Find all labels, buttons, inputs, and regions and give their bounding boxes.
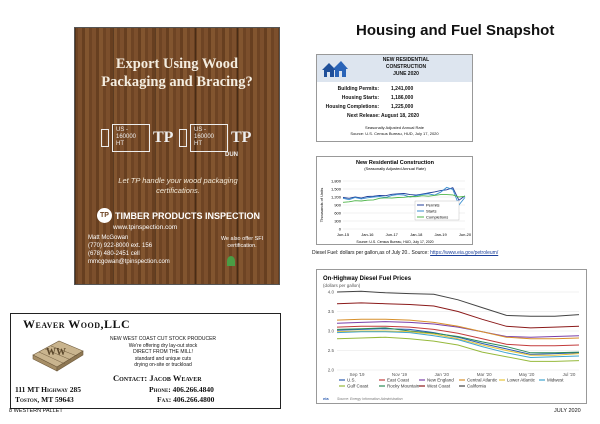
weaver-wood-ad xyxy=(10,313,281,409)
y-tick-label: 0 xyxy=(338,226,341,232)
stamp2-line3: HT xyxy=(194,141,202,147)
weaver-desc-2: We're offering dry lay-out stock xyxy=(128,342,198,349)
company-name: TIMBER PRODUCTS INSPECTION xyxy=(115,210,261,221)
ht-stamp-1 xyxy=(101,123,173,153)
weaver-desc-4: standard and unique cuts xyxy=(134,355,192,362)
stats-header-1: NEW RESIDENTIAL xyxy=(382,57,430,63)
x-tick-label: Jun-20 xyxy=(458,232,472,237)
legend-label: Midwest xyxy=(547,377,564,383)
eia-logo-icon: eia xyxy=(323,396,329,401)
legend-label: Gulf Coast xyxy=(347,383,369,389)
timber-products-ad xyxy=(74,27,280,285)
legend-label: East Coast xyxy=(387,377,410,383)
stamp2-line2: 160000 xyxy=(194,134,215,140)
series-line xyxy=(337,331,579,355)
permits-value: 1,241,000 xyxy=(391,86,414,92)
x-tick-label: Jan-18 xyxy=(410,232,423,237)
stats-header-3: JUNE 2020 xyxy=(393,71,419,77)
y-tick-label: 900 xyxy=(334,202,341,208)
completions-label: Housing Completions: xyxy=(325,104,379,110)
legend-label: Permits xyxy=(426,202,440,208)
starts-value: 1,186,000 xyxy=(391,95,414,101)
construction-chart xyxy=(316,156,473,245)
stamp1-line1: US - xyxy=(116,127,128,133)
weaver-contact: Contact: Jacob Weaver xyxy=(113,373,202,383)
ad-tagline-line2: certifications. xyxy=(156,186,200,195)
weaver-desc-1: NEW WEST COAST CUT STOCK PRODUCER xyxy=(109,336,217,342)
ht-stamp-2 xyxy=(179,123,251,153)
x-tick-label: Sep '19 xyxy=(349,372,365,377)
x-tick-label: Jul '20 xyxy=(562,372,576,377)
stamp-box-2 xyxy=(190,124,228,152)
y-tick-label: 2.5 xyxy=(327,348,334,353)
legend-label: West Coast xyxy=(427,383,451,389)
x-tick-label: Jan-16 xyxy=(361,232,374,237)
y-tick-label: 2.0 xyxy=(327,367,334,373)
svg-text:WW: WW xyxy=(46,347,66,358)
footer-date: JULY 2020 xyxy=(554,408,581,414)
stamp1-line2: 160000 xyxy=(116,134,137,140)
weaver-title: Weaver Wood,LLC xyxy=(23,317,131,331)
y-tick-label: 3.5 xyxy=(327,309,334,314)
legend-label: Lower Atlantic xyxy=(507,377,536,383)
construction-chart-svg xyxy=(317,157,474,246)
construction-stats-box xyxy=(316,54,473,142)
legend-label: U.S. xyxy=(347,377,356,383)
ad-headline-line2: Packaging and Bracing? xyxy=(101,74,253,90)
legend-label: Completions xyxy=(426,214,449,220)
x-tick-label: Mar '20 xyxy=(476,372,492,377)
permits-label: Building Permits: xyxy=(337,86,379,92)
chart-subtitle: (Seasonally Adjusted Annual Rate) xyxy=(364,166,426,171)
contact-email[interactable]: mmcgowan@tpinspection.com xyxy=(88,259,170,265)
legend-label: Central Atlantic xyxy=(467,377,498,383)
contact-phone: (770) 922-8000 ext. 156 xyxy=(88,243,153,249)
sfi-line1: We also offer SFI xyxy=(220,236,264,242)
ad-headline-line1: Export Using Wood xyxy=(115,56,239,72)
weaver-desc-3: DIRECT FROM THE MILL! xyxy=(133,349,193,355)
y-tick-label: 1,800 xyxy=(330,178,341,184)
starts-label: Housing Starts: xyxy=(341,95,379,101)
houses-icon xyxy=(321,60,349,78)
stats-header-2: CONSTRUCTION xyxy=(385,64,427,70)
y-tick-label: 300 xyxy=(334,218,341,224)
y-tick-label: 3.0 xyxy=(327,328,334,334)
series-line xyxy=(337,303,579,328)
y-tick-label: 1,500 xyxy=(330,186,341,192)
diesel-caption xyxy=(312,250,498,256)
chart-source: Source: Energy Information Administration xyxy=(337,397,403,401)
chart-ylabel: (dollars per gallon) xyxy=(323,283,361,288)
x-tick-label: Jan '20 xyxy=(434,372,449,377)
series-line xyxy=(337,337,579,361)
ad-tagline-line1: Let TP handle your wood packaging xyxy=(118,176,238,185)
sfi-line2: certification. xyxy=(227,243,257,249)
x-tick-label: Nov '19 xyxy=(391,372,407,377)
tp-mark-2: TP xyxy=(231,129,252,146)
ad-tagline xyxy=(95,176,261,196)
footer-page-label: 8 WESTERN PALLET xyxy=(9,408,63,414)
stats-header xyxy=(317,55,472,82)
stats-note-2: Source: U.S. Census Bureau, HUD, July 17, 2020 xyxy=(350,131,439,136)
stats-note-1: Seasonally Adjusted Annual Rate xyxy=(365,125,424,130)
tp-logo-icon: TP xyxy=(97,208,112,223)
weaver-desc-5: drying on-site or truckload xyxy=(134,362,192,368)
dun-label: DUN xyxy=(225,152,238,158)
stamp2-line1: US - xyxy=(194,127,206,133)
legend-label: New England xyxy=(427,377,454,383)
stats-header-text xyxy=(351,57,461,78)
diesel-caption-text: Diesel Fuel: dollars per gallon,as of July 20.. Source: xyxy=(312,250,431,256)
eia-link[interactable]: https://www.eia.gov/petroleum/ xyxy=(430,250,499,256)
chart-ylabel: Thousands of Units xyxy=(319,187,324,223)
next-release: Next Release: August 18, 2020 xyxy=(347,113,420,119)
wheat-icon xyxy=(179,129,187,147)
chart-title: New Residential Construction xyxy=(356,160,434,166)
contact-cell: (678) 480-2451 cell xyxy=(88,251,140,257)
x-tick-label: Jun-15 xyxy=(336,232,350,237)
chart-source: Source: U.S. Census Bureau, HUD, July 17, 2020 xyxy=(356,240,434,244)
sfi-note xyxy=(217,236,267,250)
ad-contact xyxy=(88,234,170,266)
legend-label: California xyxy=(467,383,487,389)
legend-label: Rocky Mountain xyxy=(387,383,420,389)
contact-name: Matt McGowan xyxy=(88,235,129,241)
weaver-phone: Phone: 406.266.4840 xyxy=(149,385,214,394)
tpi-brand xyxy=(97,208,260,223)
x-tick-label: Jun-17 xyxy=(385,232,398,237)
weaver-description xyxy=(93,336,233,369)
tp-mark-1: TP xyxy=(153,129,174,146)
diesel-chart xyxy=(316,269,587,404)
page-title: Housing and Fuel Snapshot xyxy=(356,22,555,39)
sfi-logo-icon xyxy=(227,256,235,266)
company-url[interactable]: www.tpinspection.com xyxy=(113,224,178,231)
stamp-box-1 xyxy=(112,124,150,152)
weaver-address-2: Toston, MT 59643 xyxy=(15,395,74,404)
wheat-icon xyxy=(101,129,109,147)
y-tick-label: 600 xyxy=(334,210,341,216)
x-tick-label: May '20 xyxy=(518,372,535,377)
series-line-permits xyxy=(343,188,465,201)
stamp1-line3: HT xyxy=(116,141,124,147)
weaver-fax: Fax: 406.266.4800 xyxy=(157,395,215,404)
y-tick-label: 1,200 xyxy=(330,194,341,200)
diesel-chart-svg xyxy=(317,270,588,405)
y-tick-label: 4.0 xyxy=(327,289,334,295)
legend-label: Starts xyxy=(426,208,437,214)
pallet-icon xyxy=(29,333,87,373)
x-tick-label: Jan-19 xyxy=(434,232,447,237)
ad-headline xyxy=(75,55,279,91)
weaver-address-1: 111 MT Highway 285 xyxy=(15,385,82,394)
completions-value: 1,225,000 xyxy=(391,104,414,110)
chart-title: On-Highway Diesel Fuel Prices xyxy=(323,276,412,282)
